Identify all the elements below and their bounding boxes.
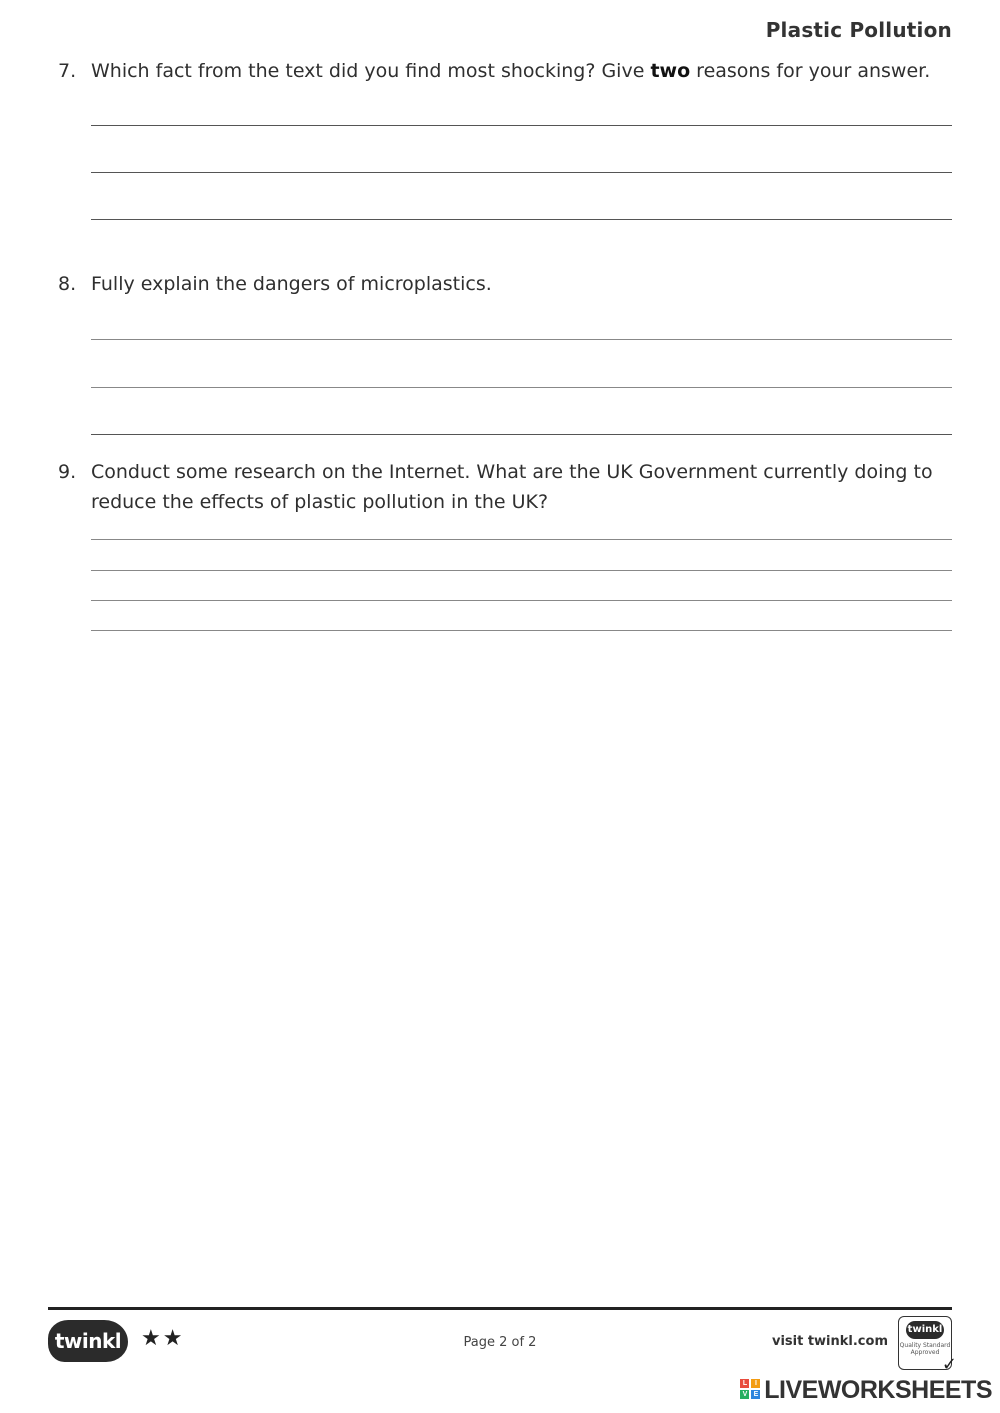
logo-letter: L (740, 1379, 749, 1388)
logo-letter: V (740, 1390, 749, 1399)
answer-line[interactable] (91, 125, 952, 126)
logo-letter: E (751, 1390, 760, 1399)
twinkl-logo[interactable]: twinkl (48, 1320, 128, 1362)
badge-logo: twinkl (906, 1321, 944, 1339)
answer-line[interactable] (91, 434, 952, 435)
answer-line[interactable] (91, 570, 952, 571)
checkmark-icon: ✓ (941, 1354, 957, 1375)
question-7 (58, 56, 952, 86)
question-8 (58, 269, 952, 299)
answer-line[interactable] (91, 539, 952, 540)
answer-line[interactable] (91, 600, 952, 601)
question-text: Fully explain the dangers of microplastics. (91, 273, 492, 295)
answer-line[interactable] (91, 630, 952, 631)
question-number: 9. (58, 461, 77, 483)
page-title: Plastic Pollution (765, 18, 952, 42)
liveworksheets-text: LIVEWORKSHEETS (764, 1376, 992, 1404)
answer-line[interactable] (91, 339, 952, 340)
answer-line[interactable] (91, 219, 952, 220)
question-number: 8. (58, 273, 77, 295)
answer-line[interactable] (91, 172, 952, 173)
liveworksheets-logo-icon (740, 1379, 762, 1401)
difficulty-stars-icon: ★★ (141, 1326, 185, 1351)
question-text: Conduct some research on the Internet. What are the UK Government currently doing to reduce the effects of plastic pollution in the UK? (91, 461, 933, 513)
answer-line[interactable] (91, 387, 952, 388)
logo-letter: I (751, 1379, 760, 1388)
question-9 (58, 457, 952, 517)
page-number: Page 2 of 2 (463, 1335, 537, 1350)
visit-url-link[interactable]: visit twinkl.com (771, 1334, 888, 1349)
emphasis: two (650, 60, 691, 82)
question-number: 7. (58, 60, 77, 82)
question-text: Which fact from the text did you find most shocking? Give two reasons for your answer. (91, 60, 931, 82)
liveworksheets-watermark[interactable] (740, 1376, 992, 1405)
badge-caption: Quality Standard Approved (899, 1342, 951, 1356)
quality-standard-badge (898, 1316, 957, 1375)
footer-rule (48, 1307, 952, 1310)
